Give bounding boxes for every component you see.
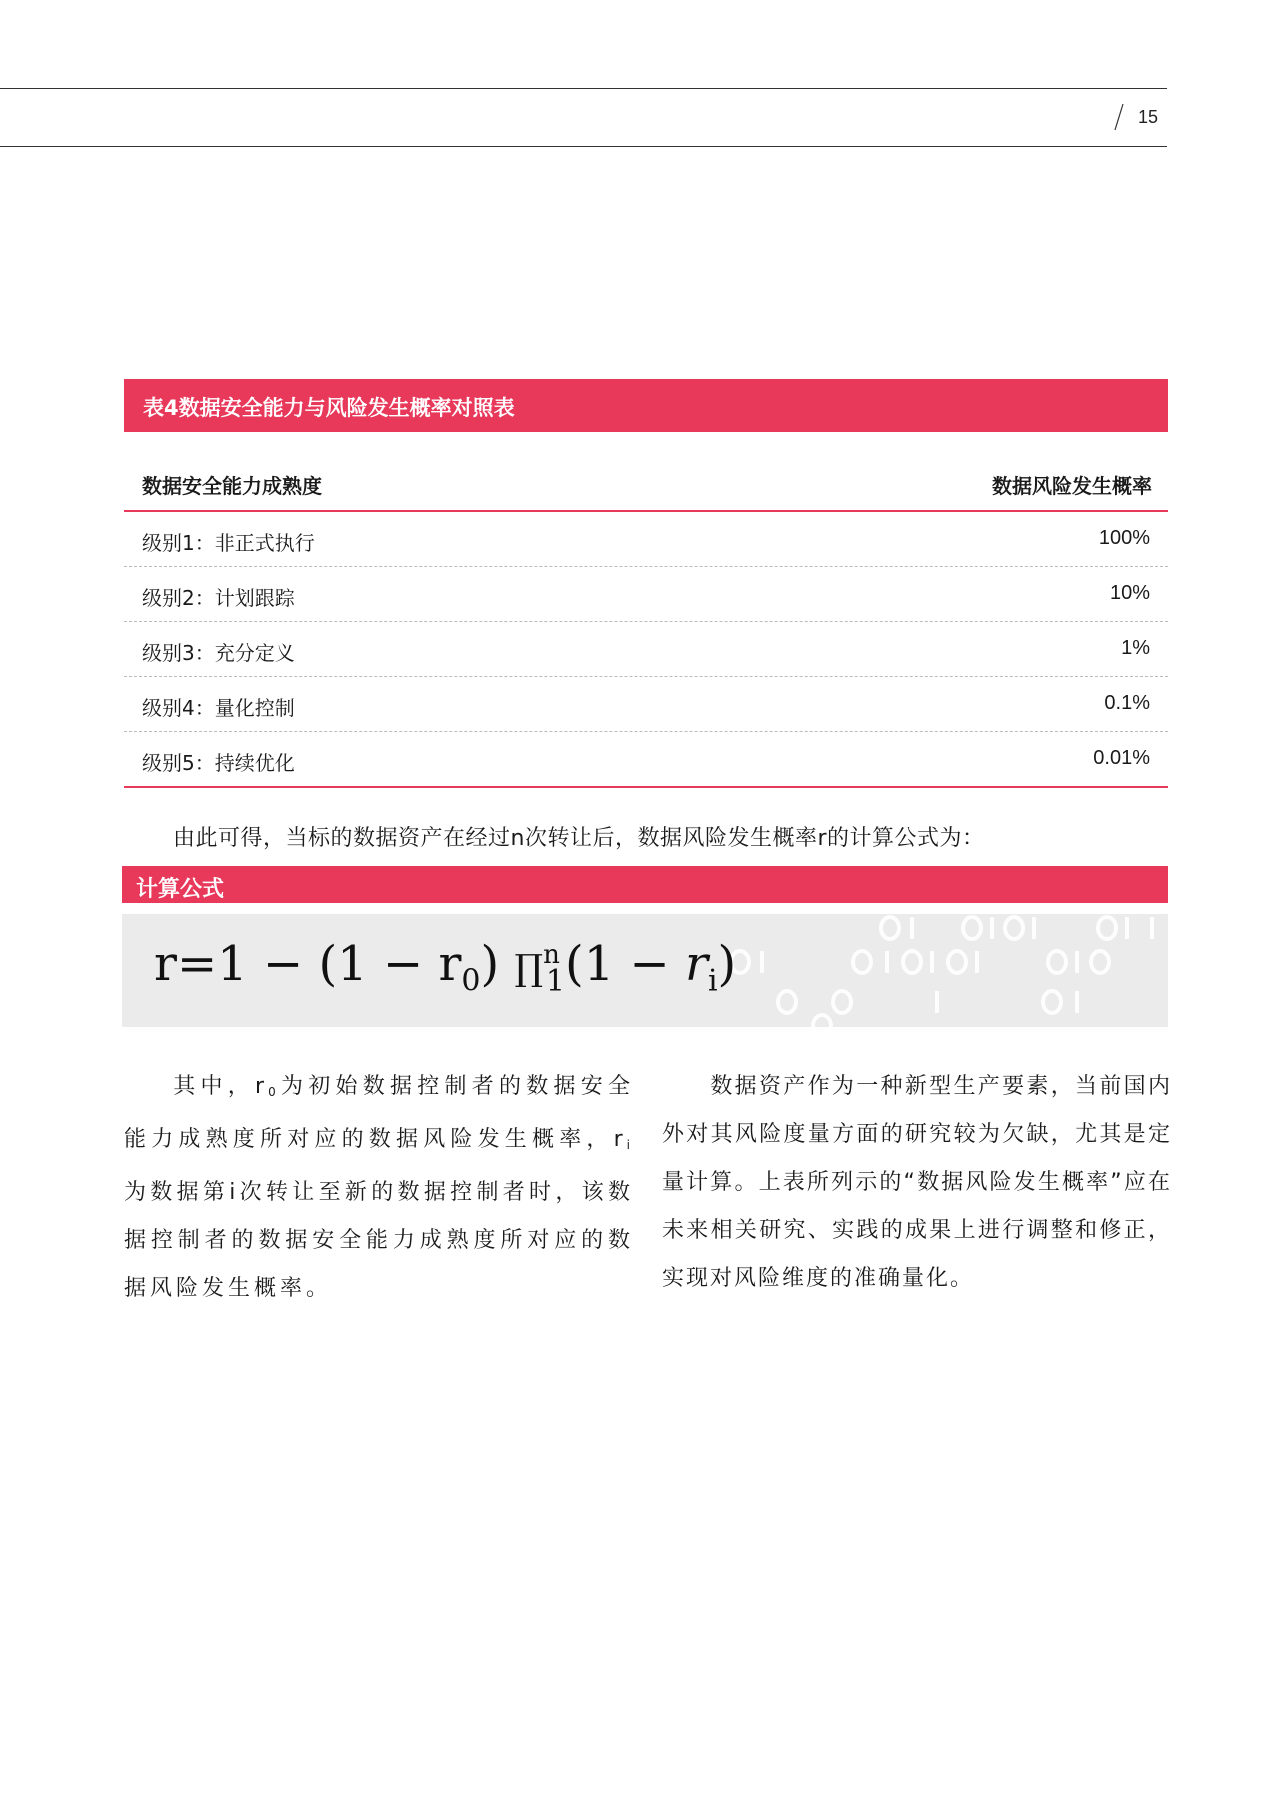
formula-box: [122, 914, 1168, 1027]
table-header-probability: 数据风险发生概率: [992, 474, 1152, 498]
right-text: 数据资产作为一种新型生产要素，当前国内外对其风险度量方面的研究较为欠缺，尤其是定量计算。上表所列示的“数据风险发生概率”应在未来相关研究、实践的成果上进行调整和修正，实现对风险维度的准确量化。: [662, 1074, 1172, 1291]
formula-product-sub: 1: [545, 963, 565, 999]
right-paragraph: [662, 1063, 1172, 1303]
left-paragraph: [124, 1063, 634, 1313]
formula-open2: (1 −: [564, 936, 685, 992]
table-cell-probability: 1%: [1121, 637, 1150, 659]
formula-r0-sub: 0: [461, 963, 481, 999]
formula-product: ∏: [514, 948, 544, 989]
table-cell-level: 级别4：量化控制: [142, 696, 295, 720]
formula-label: 计算公式: [136, 877, 225, 902]
table-title: 表4数据安全能力与风险发生概率对照表: [143, 396, 515, 420]
table-row: [124, 567, 1168, 622]
table-header-row: [124, 455, 1168, 512]
table-row: [124, 622, 1168, 677]
left-text-3: 为数据第i次转让至新的数据控制者时，该数据控制者的数据安全能力成熟度所对应的数据风险发生概率。: [124, 1180, 634, 1301]
table-cell-probability: 0.01%: [1093, 747, 1150, 769]
table-cell-level: 级别2：计划跟踪: [142, 586, 295, 610]
formula-label-bar: [122, 866, 1168, 903]
formula-lhs: r=1 − (1 − r: [154, 936, 462, 992]
page-number: 15: [1138, 107, 1159, 127]
left-text-2: 为初始数据控制者的数据安全能力成熟度所对应的数据风险发生概率，r: [124, 1074, 634, 1152]
table-cell-probability: 100%: [1098, 527, 1150, 549]
left-sub-i: i: [626, 1138, 634, 1152]
table-cell-level: 级别3：充分定义: [142, 641, 295, 665]
left-sub-0: 0: [268, 1085, 280, 1099]
formula-intro-text: 由此可得，当标的数据资产在经过n次转让后，数据风险发生概率r的计算公式为：: [173, 826, 985, 851]
table-title-bar: [124, 379, 1168, 432]
table-cell-level: 级别1：非正式执行: [142, 531, 315, 555]
maturity-table: [124, 455, 1168, 788]
left-text-1: 其中，r: [172, 1074, 269, 1099]
risk-formula: [154, 936, 736, 999]
table-cell-probability: 10%: [1109, 582, 1150, 604]
formula-close1: ): [480, 936, 500, 992]
formula-product-sup: n: [543, 940, 560, 970]
table-cell-level: 级别5：持续优化: [142, 751, 295, 775]
table-row: [124, 732, 1168, 788]
table-cell-probability: 0.1%: [1104, 692, 1150, 714]
formula-ri: r: [684, 936, 708, 992]
table-row: [124, 677, 1168, 732]
header-top-rule: [0, 88, 1167, 89]
page-slash-icon: [1113, 103, 1125, 131]
header-bottom-rule: [0, 146, 1167, 147]
table-row: [124, 512, 1168, 567]
formula-ri-sub: i: [707, 963, 718, 999]
table-header-maturity: 数据安全能力成熟度: [142, 474, 322, 498]
formula-close2: ): [717, 936, 737, 992]
